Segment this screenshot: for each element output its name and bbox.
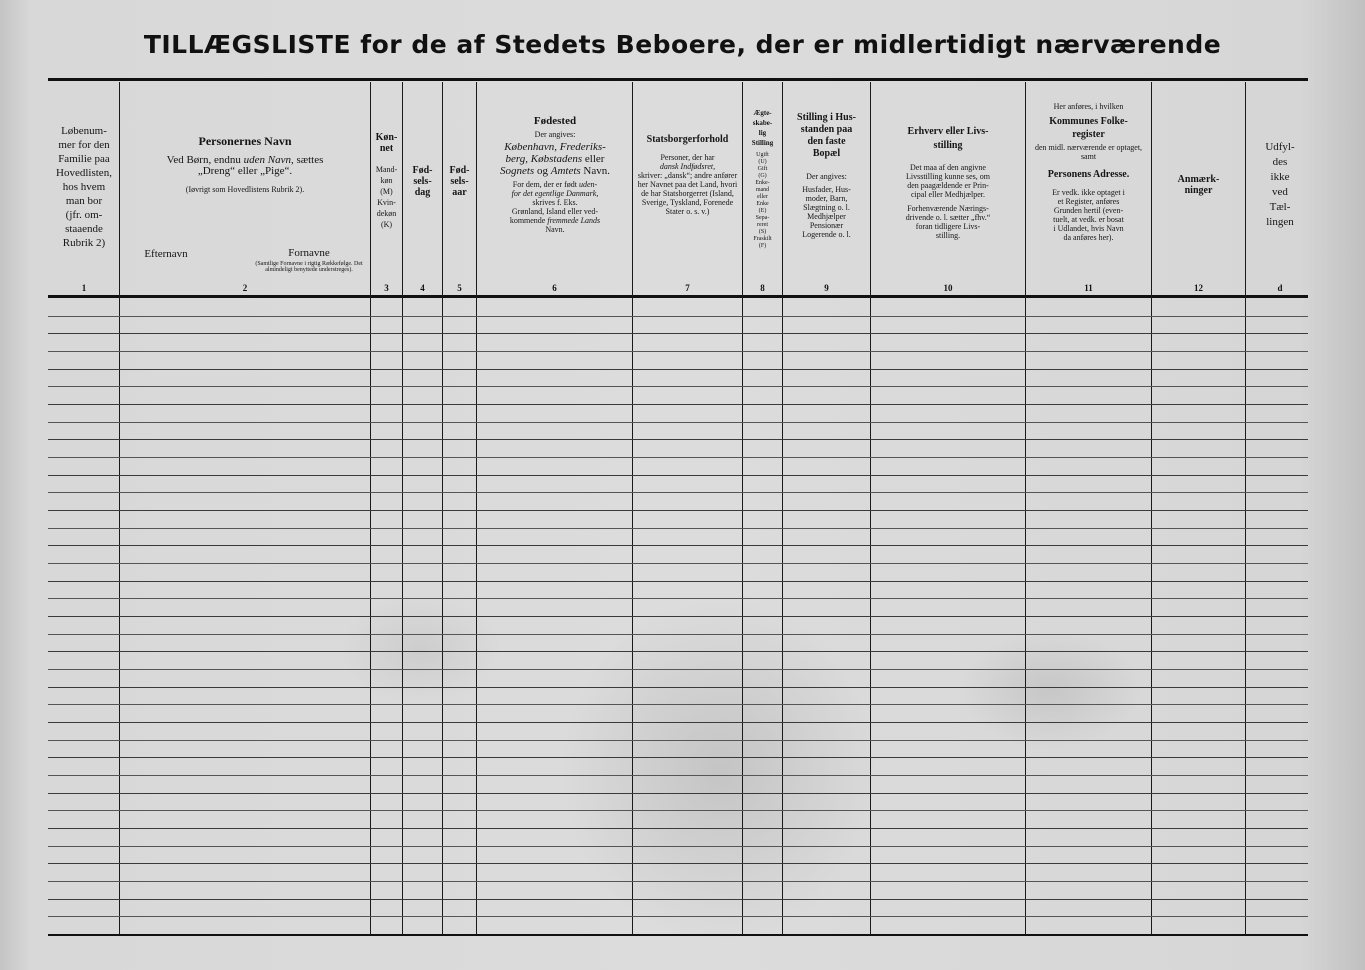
col9-number: 9 bbox=[824, 283, 829, 293]
col8-header bbox=[743, 108, 782, 250]
col5-header bbox=[443, 165, 476, 198]
ruled-line bbox=[48, 916, 1308, 917]
col11-header bbox=[1027, 102, 1150, 242]
col12-header bbox=[1152, 174, 1245, 196]
col13-number: d bbox=[1277, 283, 1283, 293]
ruled-line bbox=[48, 687, 1308, 688]
col6-line3c: Amtets bbox=[550, 165, 581, 177]
col4-header bbox=[403, 165, 442, 198]
col3-number: 3 bbox=[384, 283, 389, 293]
col7-line1: Personer, der har bbox=[660, 153, 715, 162]
col6-line5c: Navn. bbox=[545, 225, 565, 234]
col-divider bbox=[632, 82, 633, 934]
col2-firstnames-label: Fornavne bbox=[288, 247, 330, 259]
col9-heading: Stilling i Hus- standen paa den faste Bopæl bbox=[797, 112, 856, 159]
col2-header bbox=[122, 136, 368, 194]
col11-number: 11 bbox=[1084, 283, 1093, 293]
top-rule bbox=[48, 78, 1308, 81]
col7-line2: dansk Indfødsret, bbox=[659, 162, 716, 171]
col9-text: Husfader, Hus- moder, Barn, Slægtning o. l. Medhjælper Pensionær Logerende o. l. bbox=[802, 185, 851, 239]
form-title: TILLÆGSLISTE for de af Stedets Beboere, der er midlertidigt nærværende bbox=[143, 30, 1222, 59]
col1-number: 1 bbox=[81, 283, 87, 293]
col2-note: (Iøvrigt som Hovedlistens Rubrik 2). bbox=[185, 185, 305, 194]
ruled-line bbox=[48, 369, 1308, 370]
ruled-line bbox=[48, 510, 1308, 511]
col2-line1c: sættes bbox=[293, 154, 324, 166]
col10-header bbox=[872, 125, 1024, 240]
col6-line4: For dem, der er født bbox=[512, 180, 579, 189]
col5-heading: Fød- sels- aar bbox=[449, 165, 470, 198]
ruled-line bbox=[48, 581, 1308, 582]
col11-line2: den midl. nærværende er optaget, samt bbox=[1034, 143, 1143, 161]
col10-text: Det maa af den angivne Livsstilling kunne ses, om den paagældende er Prin- cipal eller Medhjælper. bbox=[906, 163, 990, 199]
ruled-line bbox=[48, 793, 1308, 794]
ruled-line bbox=[48, 528, 1308, 529]
col-divider bbox=[1245, 82, 1246, 934]
ruled-line bbox=[48, 492, 1308, 493]
col2-surname-label: Efternavn bbox=[144, 248, 188, 260]
col2-line1b: uden Navn, bbox=[243, 154, 294, 166]
col1-header: Løbenum- mer for den Familie paa Hovedlisten, hos hvem man bor (jfr. om- staaende Rubrik 2) bbox=[56, 125, 112, 249]
ruled-line bbox=[48, 775, 1308, 776]
ruled-line bbox=[48, 616, 1308, 617]
col8-heading: Ægte- skabe- lig Stilling bbox=[751, 109, 774, 147]
ruled-line bbox=[48, 598, 1308, 599]
ruled-line bbox=[48, 810, 1308, 811]
col10-text2: Forhenværende Nærings- drivende o. l. sætter „fhv.“ foran tidligere Livs- stilling. bbox=[905, 204, 991, 240]
col6-line4b: uden- for det egentlige Danmark, bbox=[511, 180, 599, 198]
col9-header bbox=[784, 112, 869, 239]
col2-heading: Personernes Navn bbox=[198, 134, 292, 148]
col6-line2: København, Frederiks- berg, Købstadens bbox=[504, 141, 606, 165]
ruled-line bbox=[48, 651, 1308, 652]
col6-line3d: Navn. bbox=[580, 165, 610, 177]
col4-heading: Fød- sels- dag bbox=[412, 165, 433, 198]
col11-heading: Kommunes Folke- register bbox=[1049, 116, 1128, 140]
col-divider bbox=[1025, 82, 1026, 934]
col2-number: 2 bbox=[242, 283, 248, 293]
ruled-line bbox=[48, 863, 1308, 864]
ruled-line bbox=[48, 386, 1308, 387]
ruled-line bbox=[48, 439, 1308, 440]
col8-text: Ugift (U) Gift (G) Enke- mand eller Enke (E) Sepa- reret (S) Fraskilt (F) bbox=[753, 152, 772, 249]
col7-heading: Statsborgerforhold bbox=[646, 134, 729, 145]
ruled-line bbox=[48, 422, 1308, 423]
ruled-line bbox=[48, 351, 1308, 352]
col12-heading: Anmærk- ninger bbox=[1177, 174, 1220, 196]
col7-line3: skriver: „dansk“; andre anfører her Navnet paa det Land, hvori de har Statsborgerret (Island, Sverige, Tyskland, Forenede Stater o. s. v.) bbox=[637, 171, 738, 216]
col13-header: Udfyl- des ikke ved Tæl- lingen bbox=[1265, 141, 1295, 228]
col3-heading: Køn- net bbox=[375, 132, 398, 154]
col-divider bbox=[870, 82, 871, 934]
ruled-line bbox=[48, 740, 1308, 741]
col6-line5b: fremmede Lands bbox=[547, 216, 601, 225]
col-divider bbox=[1151, 82, 1152, 934]
ruled-line bbox=[48, 722, 1308, 723]
col-divider bbox=[476, 82, 477, 934]
ruled-line bbox=[48, 316, 1308, 317]
ruled-line bbox=[48, 333, 1308, 334]
ruled-line bbox=[48, 704, 1308, 705]
col2-firstnames-note: (Samtlige Fornavne i rigtig Rækkefølge. Det almindeligt benyttede understreges). bbox=[255, 261, 363, 273]
ruled-line bbox=[48, 475, 1308, 476]
col12-number: 12 bbox=[1194, 283, 1203, 293]
col2-line2: „Dreng“ eller „Pige“. bbox=[197, 165, 293, 177]
ruled-line bbox=[48, 669, 1308, 670]
ruled-line bbox=[48, 899, 1308, 900]
col7-number: 7 bbox=[685, 283, 690, 293]
col6-line3: Sognets bbox=[499, 165, 535, 177]
bottom-rule bbox=[48, 934, 1308, 936]
col6-heading: Fødested bbox=[533, 115, 577, 127]
ruled-line bbox=[48, 634, 1308, 635]
ruled-line bbox=[48, 828, 1308, 829]
col10-number: 10 bbox=[943, 283, 953, 293]
col9-line1: Der angives: bbox=[806, 172, 847, 181]
col11-heading2: Personens Adresse. bbox=[1047, 169, 1130, 180]
col8-number: 8 bbox=[760, 283, 765, 293]
col5-number: 5 bbox=[457, 283, 462, 293]
ruled-line bbox=[48, 881, 1308, 882]
header-bottom-rule bbox=[48, 295, 1308, 298]
col-divider bbox=[402, 82, 403, 934]
col10-heading: Erhverv eller Livs- stilling bbox=[907, 126, 989, 151]
col-divider bbox=[442, 82, 443, 934]
ruled-line bbox=[48, 563, 1308, 564]
col6-line3b: og bbox=[534, 165, 551, 177]
col6-line2b: eller bbox=[582, 153, 605, 165]
col6-line5: skrives f. Eks. Grønland, Island eller ved- kommende bbox=[509, 198, 599, 225]
ruled-line bbox=[48, 757, 1308, 758]
col6-number: 6 bbox=[552, 283, 557, 293]
ruled-line bbox=[48, 846, 1308, 847]
col11-line1: Her anføres, i hvilken bbox=[1053, 102, 1124, 111]
ruled-line bbox=[48, 545, 1308, 546]
col3-text: Mand- køn (M) Kvin- dekøn (K) bbox=[375, 165, 398, 229]
col3-header bbox=[371, 132, 402, 230]
col6-header bbox=[480, 116, 630, 234]
col-divider bbox=[782, 82, 783, 934]
col6-line1: Der angives: bbox=[534, 130, 576, 139]
col2-line1a: Ved Børn, endnu bbox=[166, 154, 244, 166]
col7-header bbox=[634, 134, 741, 216]
col11-text: Er vedk. ikke optaget i et Register, anføres Grunden hertil (even- tuelt, at vedk. er bosat i Udlandet, hvis Navn da anføres her). bbox=[1052, 188, 1125, 242]
ruled-line bbox=[48, 457, 1308, 458]
ruled-line bbox=[48, 404, 1308, 405]
col4-number: 4 bbox=[420, 283, 425, 293]
